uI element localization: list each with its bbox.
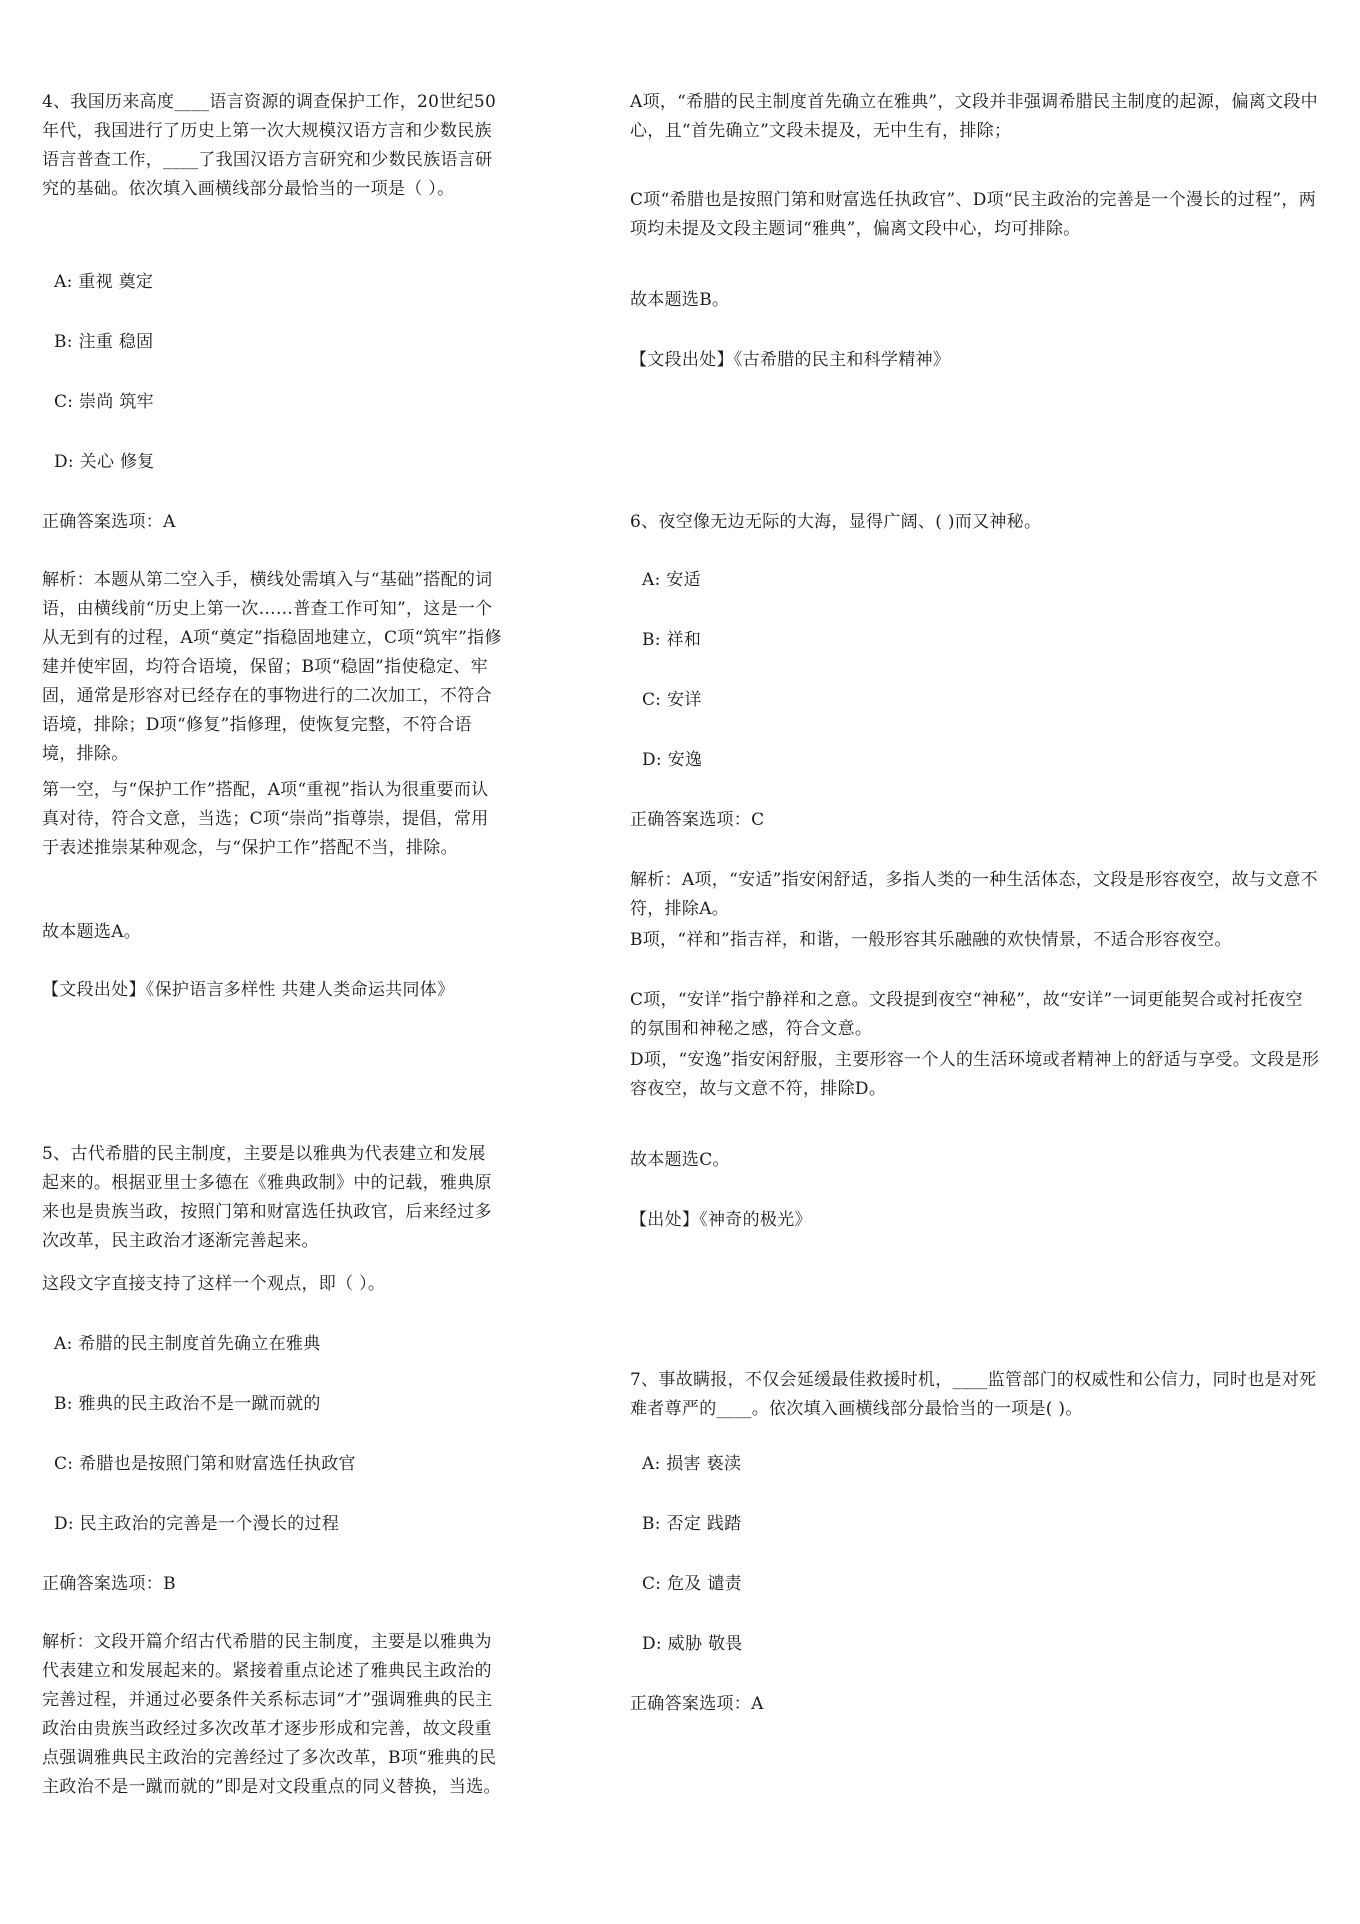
- q4-source: 【文段出处】《保护语言多样性 共建人类命运共同体》: [42, 980, 455, 1000]
- q4-option-b: B: 注重 稳固: [54, 332, 154, 352]
- q7-option-c: C: 危及 谴责: [642, 1574, 742, 1594]
- q7-stem: 7、事故瞒报，不仅会延缓最佳救援时机，____监管部门的权威性和公信力，同时也是对死难者尊严的____。依次填入画横线部分最恰当的一项是( )。: [630, 1370, 1317, 1419]
- q5-option-c: C: 希腊也是按照门第和财富选任执政官: [54, 1454, 356, 1474]
- q6-analysis-c: C项，“安详”指宁静祥和之意。文段提到夜空“神秘”，故“安详”一词更能契合或衬托夜空的氛围和神秘之感，符合文意。: [630, 990, 1303, 1039]
- q4-conclusion: 故本题选A。: [42, 922, 142, 942]
- q5-source: 【文段出处】《古希腊的民主和科学精神》: [630, 350, 951, 370]
- q7-option-d: D: 威胁 敬畏: [642, 1634, 743, 1654]
- q5-option-d: D: 民主政治的完善是一个漫长的过程: [54, 1514, 340, 1534]
- q4-analysis-2: 第一空，与“保护工作”搭配，A项“重视”指认为很重要而认真对待，符合文意，当选；C项“崇尚”指尊崇，提倡，常用于表述推崇某种观念，与“保护工作”搭配不当，排除。: [42, 780, 489, 858]
- q5-option-a: A: 希腊的民主制度首先确立在雅典: [54, 1334, 321, 1354]
- q6-option-c: C: 安详: [642, 690, 702, 710]
- q5-answer: 正确答案选项：B: [42, 1574, 176, 1594]
- q7-answer: 正确答案选项：A: [630, 1694, 764, 1714]
- q5-question: 这段文字直接支持了这样一个观点，即（ ）。: [42, 1274, 386, 1294]
- q4-option-c: C: 崇尚 筑牢: [54, 392, 154, 412]
- q5-analysis-a: A项，“希腊的民主制度首先确立在雅典”，文段并非强调希腊民主制度的起源，偏离文段中心，且“首先确立”文段未提及，无中生有，排除；: [630, 92, 1318, 141]
- q6-source: 【出处】《神奇的极光》: [630, 1210, 812, 1230]
- q6-option-a: A: 安适: [642, 570, 701, 590]
- q6-stem: 6、夜空像无边无际的大海，显得广阔、( )而又神秘。: [630, 512, 1042, 532]
- q6-analysis-b: B项，“祥和”指吉祥，和谐，一般形容其乐融融的欢快情景，不适合形容夜空。: [630, 930, 1232, 950]
- q6-conclusion: 故本题选C。: [630, 1150, 730, 1170]
- q5-conclusion: 故本题选B。: [630, 290, 730, 310]
- q6-analysis-a: 解析：A项，“安适”指安闲舒适，多指人类的一种生活体态，文段是形容夜空，故与文意不符，排除A。: [630, 870, 1318, 919]
- q4-stem: 4、我国历来高度____语言资源的调查保护工作，20世纪50年代，我国进行了历史上第一次大规模汉语方言和少数民族语言普查工作，____了我国汉语方言研究和少数民族语言研究的基础。依次填入画横线部分最恰当的一项是（ ）。: [42, 92, 497, 199]
- q5-stem: 5、古代希腊的民主制度，主要是以雅典为代表建立和发展起来的。根据亚里士多德在《雅典政制》中的记载，雅典原来也是贵族当政，按照门第和财富选任执政官，后来经过多次改革，民主政治才逐渐完善起来。: [42, 1144, 492, 1251]
- q5-option-b: B: 雅典的民主政治不是一蹴而就的: [54, 1394, 321, 1414]
- q6-answer: 正确答案选项：C: [630, 810, 765, 830]
- q5-analysis-cd: C项“希腊也是按照门第和财富选任执政官”、D项“民主政治的完善是一个漫长的过程”，两项均未提及文段主题词“雅典”，偏离文段中心，均可排除。: [630, 190, 1316, 239]
- q7-option-a: A: 损害 亵渎: [642, 1454, 742, 1474]
- q4-option-a: A: 重视 奠定: [54, 272, 154, 292]
- q5-analysis: 解析：文段开篇介绍古代希腊的民主制度，主要是以雅典为代表建立和发展起来的。紧接着重点论述了雅典民主政治的完善过程，并通过必要条件关系标志词“才”强调雅典的民主政治由贵族当政经过多次改革才逐步形成和完善，故文段重点强调雅典民主政治的完善经过了多次改革，B项“雅典的民主政治不是一蹴而就的”即是对文段重点的同义替换，当选。: [42, 1632, 501, 1797]
- q4-answer: 正确答案选项：A: [42, 512, 176, 532]
- q4-option-d: D: 关心 修复: [54, 452, 155, 472]
- q6-analysis-d: D项，“安逸”指安闲舒服，主要形容一个人的生活环境或者精神上的舒适与享受。文段是形容夜空，故与文意不符，排除D。: [630, 1050, 1320, 1099]
- q7-option-b: B: 否定 践踏: [642, 1514, 742, 1534]
- q6-option-d: D: 安逸: [642, 750, 703, 770]
- q4-analysis-1: 解析：本题从第二空入手，横线处需填入与“基础”搭配的词语，由横线前“历史上第一次……普查工作可知”，这是一个从无到有的过程，A项“奠定”指稳固地建立，C项“筑牢”指修建并使牢固，均符合语境，保留；B项“稳固”指使稳定、牢固，通常是形容对已经存在的事物进行的二次加工，不符合语境，排除；D项“修复”指修理，使恢复完整，不符合语境，排除。: [42, 570, 502, 764]
- q6-option-b: B: 祥和: [642, 630, 702, 650]
